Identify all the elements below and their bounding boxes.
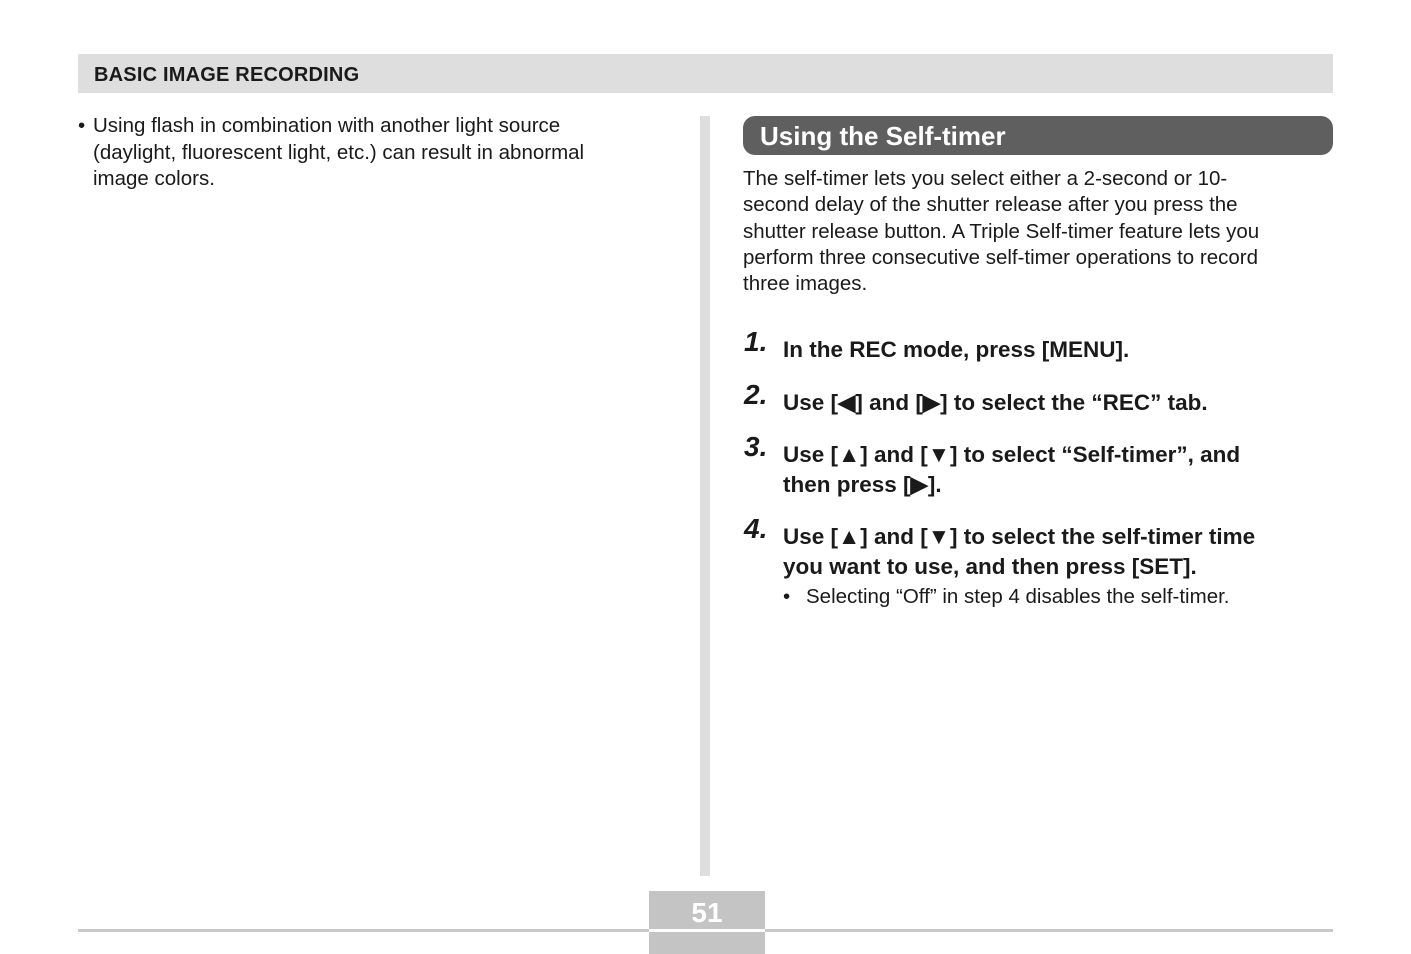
step-text-line: Use [▲] and [▼] to select the self-timer time: [783, 524, 1256, 550]
step-note: [783, 584, 1333, 610]
intro-paragraph: [743, 166, 1318, 297]
steps-list: [743, 326, 1333, 610]
step-note-text: Selecting “Off” in step 4 disables the self-timer.: [806, 585, 1230, 609]
section-title: BASIC IMAGE RECORDING: [94, 64, 360, 86]
bullet-line: (daylight, fluorescent light, etc.) can result in abnormal: [93, 140, 585, 164]
intro-line: shutter release button. A Triple Self-timer feature lets you: [743, 219, 1260, 243]
intro-line: second delay of the shutter release after you press the: [743, 193, 1238, 217]
bullet-mark: •: [783, 585, 791, 609]
page-number-box: [649, 891, 765, 954]
step-text-line: In the REC mode, press [MENU].: [783, 337, 1130, 363]
intro-line: three images.: [743, 272, 868, 296]
bullet-line: Using flash in combination with another light source: [93, 114, 561, 137]
step-1: [743, 326, 1333, 365]
step-4: [743, 513, 1333, 581]
step-number: 2.: [744, 378, 768, 410]
page-number: 51: [691, 897, 723, 928]
section-heading: Using the Self-timer: [760, 121, 1006, 151]
step-number: 4.: [744, 513, 768, 545]
step-text-line: you want to use, and then press [SET].: [783, 553, 1197, 579]
left-column: [78, 113, 658, 193]
intro-line: The self-timer lets you select either a 2-second or 10-: [743, 167, 1228, 190]
page-number-divider: [649, 929, 765, 932]
right-column: [743, 116, 1333, 610]
step-text-line: then press [▶].: [783, 471, 942, 497]
section-header: [78, 54, 1333, 93]
bullet-line: image colors.: [93, 167, 215, 190]
heading-bar: [743, 116, 1333, 155]
flash-caution-bullet: [78, 113, 658, 193]
step-number: 1.: [744, 326, 768, 358]
intro-line: perform three consecutive self-timer operations to record: [743, 245, 1259, 269]
step-2: [743, 378, 1333, 418]
step-3: [743, 431, 1333, 499]
step-number: 3.: [744, 431, 768, 463]
step-text-line: Use [◀] and [▶] to select the “REC” tab.: [783, 389, 1208, 415]
bullet-mark: •: [78, 114, 86, 137]
step-text-line: Use [▲] and [▼] to select “Self-timer”, and: [783, 442, 1241, 468]
column-divider: [700, 116, 710, 876]
